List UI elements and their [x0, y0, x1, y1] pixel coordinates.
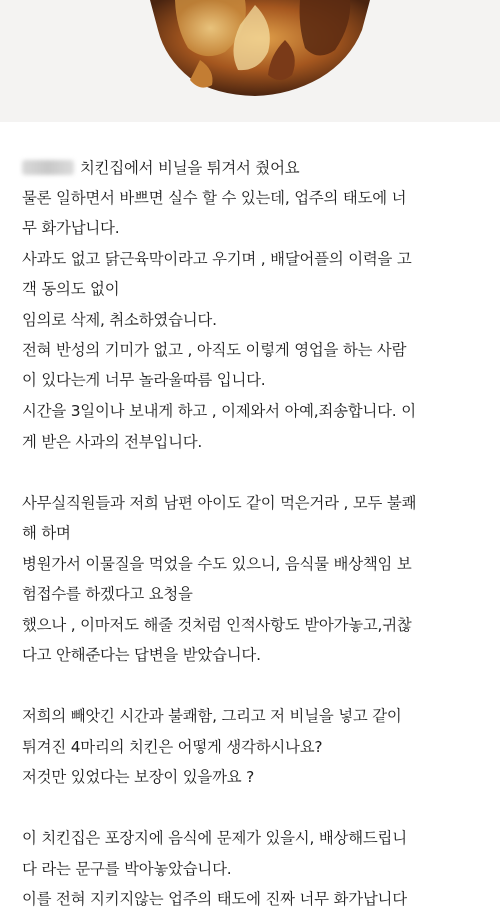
post-line-18: 튀겨진 4마리의 치킨은 어떻게 생각하시나요? — [22, 738, 323, 756]
post-line-14: 험접수를 하겠다고 요청을 — [22, 585, 193, 603]
post-line-20: 이 치킨집은 포장지에 음식에 문제가 있을시, 배상해드립니 — [22, 829, 407, 847]
post-line-21: 다 라는 문구를 박아놓았습니다. — [22, 860, 232, 878]
post-line-3: 무 화가납니다. — [22, 219, 120, 237]
post-line-1: 치킨집에서 비닐을 튀겨서 줬어요 — [22, 158, 299, 178]
post-line-8: 이 있다는게 너무 놀라울따름 입니다. — [22, 371, 266, 389]
post-line-12: 해 하며 — [22, 524, 71, 542]
post-line-7: 전혀 반성의 기미가 없고 , 아직도 이렇게 영업을 하는 사람 — [22, 341, 407, 359]
fried-chicken-photo — [0, 0, 500, 122]
post-line-6: 임의로 삭제, 취소하였습니다. — [22, 311, 217, 329]
post-line-4: 사과도 없고 닭근육막이라고 우기며 , 배달어플의 이력을 고 — [22, 250, 412, 268]
post-line-17: 저희의 빼앗긴 시간과 불쾌함, 그리고 저 비닐을 넣고 같이 — [22, 707, 402, 725]
post-line-19: 저것만 있었다는 보장이 있을까요 ? — [22, 768, 255, 786]
post-line-2: 물론 일하면서 바쁘면 실수 할 수 있는데, 업주의 태도에 너 — [22, 189, 407, 207]
post-line-11: 사무실직원들과 저희 남편 아이도 같이 먹은거라 , 모두 불쾌 — [22, 494, 417, 512]
post-line-22: 이를 전혀 지키지않는 업주의 태도에 진짜 너무 화가납니다 — [22, 890, 407, 908]
post-line-13: 병원가서 이물질을 먹었을 수도 있으니, 음식물 배상책임 보 — [22, 555, 412, 573]
post-line-16: 다고 안해준다는 답변을 받았습니다. — [22, 646, 261, 664]
post-line-5: 객 동의도 없이 — [22, 280, 120, 298]
post-line-9: 시간을 3일이나 보내게 하고 , 이제와서 아예,죄송합니다. 이 — [22, 402, 416, 420]
post-line-10: 게 받은 사과의 전부입니다. — [22, 433, 203, 451]
blurred-name — [22, 160, 74, 175]
chicken-image — [0, 0, 500, 122]
post-line-15: 했으나 , 이마저도 해줄 것처럼 인적사항도 받아가놓고,귀찮 — [22, 616, 412, 634]
